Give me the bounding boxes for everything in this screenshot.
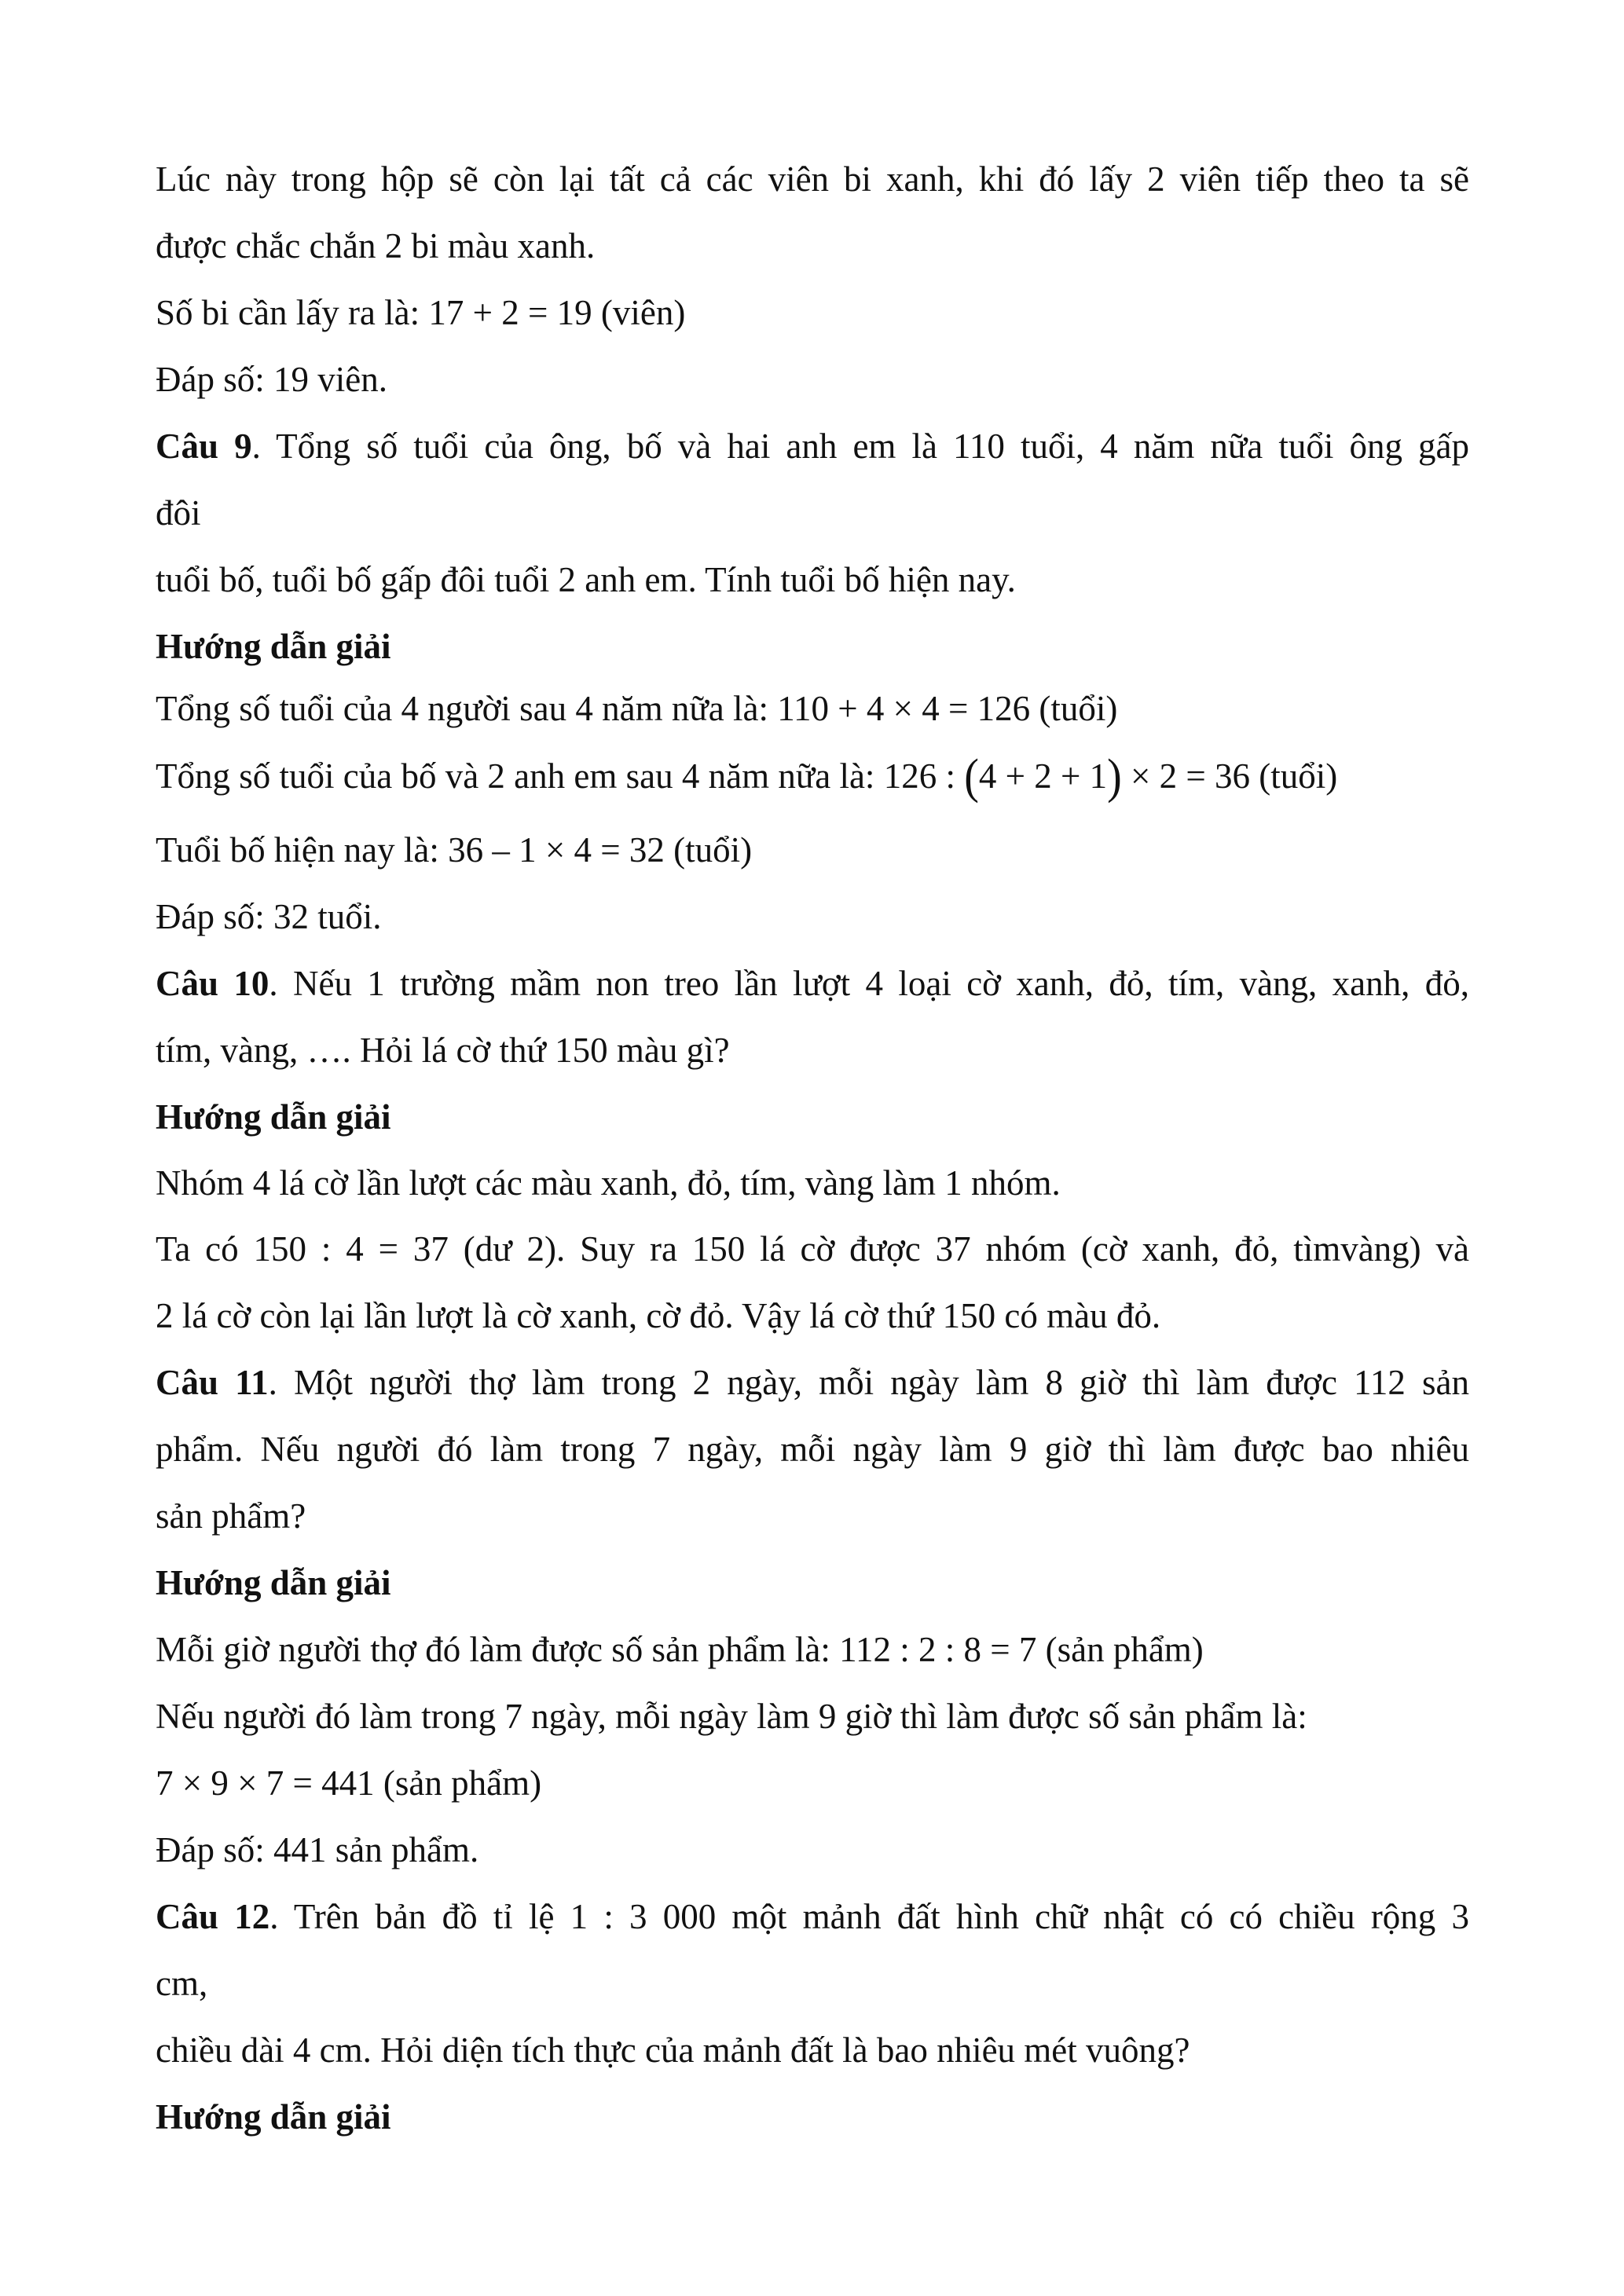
solution-heading: Hướng dẫn giải — [156, 1563, 391, 1602]
formula-line — [156, 749, 1338, 804]
solution-heading: Hướng dẫn giải — [156, 2097, 391, 2137]
text-line: tuổi bố, tuổi bố gấp đôi tuổi 2 anh em. Tính tuổi bố hiện nay. — [156, 560, 1016, 599]
question-label: Câu 11 — [156, 1363, 269, 1402]
text-line: Nếu người đó làm trong 7 ngày, mỗi ngày làm 9 giờ thì làm được số sản phẩm là: — [156, 1697, 1307, 1736]
text-line: tím, vàng, …. Hỏi lá cờ thứ 150 màu gì? — [156, 1031, 730, 1070]
formula-text: Tổng số tuổi của bố và 2 anh em sau 4 năm nữa là: — [156, 756, 884, 796]
answer-line: Đáp số: 19 viên. — [156, 360, 387, 399]
text-line: chiều dài 4 cm. Hỏi diện tích thực của mảnh đất là bao nhiêu mét vuông? — [156, 2031, 1190, 2070]
question-label: Câu 12 — [156, 1897, 270, 1936]
math-part: 126 : — [883, 756, 965, 796]
text-line: cm, — [156, 1964, 208, 2003]
question-9 — [156, 429, 1469, 464]
paren-close: ) — [1107, 749, 1122, 804]
text-line: 2 lá cờ còn lại lần lượt là cờ xanh, cờ đỏ. Vậy lá cờ thứ 150 có màu đỏ. — [156, 1296, 1161, 1335]
formula-unit: (tuổi) — [1250, 756, 1338, 796]
question-label: Câu 9 — [156, 427, 252, 466]
math-part: × 2 = 36 — [1121, 756, 1251, 796]
question-10 — [156, 966, 1469, 1002]
text-line: Ta có 150 : 4 = 37 (dư 2). Suy ra 150 lá cờ được 37 nhóm (cờ xanh, đỏ, tìmvàng) và — [156, 1229, 1469, 1269]
question-text: . Nếu 1 trường mầm non treo lần lượt 4 loại cờ xanh, đỏ, tím, vàng, xanh, đỏ, — [269, 964, 1469, 1003]
answer-line: Đáp số: 441 sản phẩm. — [156, 1830, 479, 1869]
question-label: Câu 10 — [156, 964, 269, 1003]
text-line: đôi — [156, 493, 201, 533]
text-line: sản phẩm? — [156, 1496, 306, 1536]
question-11 — [156, 1365, 1469, 1401]
text-line: Lúc này trong hộp sẽ còn lại tất cả các viên bi xanh, khi đó lấy 2 viên tiếp theo ta sẽ — [156, 159, 1469, 199]
solution-heading: Hướng dẫn giải — [156, 627, 391, 666]
math-part: 4 + 2 + 1 — [978, 756, 1108, 796]
text-line: Nhóm 4 lá cờ lần lượt các màu xanh, đỏ, tím, vàng làm 1 nhóm. — [156, 1163, 1061, 1203]
text-line: Tuổi bố hiện nay là: 36 – 1 × 4 = 32 (tuổi) — [156, 830, 753, 870]
text-line: Tổng số tuổi của 4 người sau 4 năm nữa là: 110 + 4 × 4 = 126 (tuổi) — [156, 689, 1118, 728]
paren-open: ( — [964, 749, 979, 804]
text-line: phẩm. Nếu người đó làm trong 7 ngày, mỗi ngày làm 9 giờ thì làm được bao nhiêu — [156, 1430, 1469, 1469]
question-12 — [156, 1899, 1469, 1935]
question-text: . Một người thợ làm trong 2 ngày, mỗi ngày làm 8 giờ thì làm được 112 sản — [268, 1363, 1469, 1402]
text-line: Mỗi giờ người thợ đó làm được số sản phẩm là: 112 : 2 : 8 = 7 (sản phẩm) — [156, 1630, 1204, 1669]
solution-heading: Hướng dẫn giải — [156, 1097, 391, 1137]
text-line: được chắc chắn 2 bi màu xanh. — [156, 226, 596, 265]
text-line: 7 × 9 × 7 = 441 (sản phẩm) — [156, 1763, 542, 1803]
answer-line: Đáp số: 32 tuổi. — [156, 897, 382, 936]
math-expression — [883, 749, 1251, 804]
question-text: . Trên bản đồ tỉ lệ 1 : 3 000 một mảnh đất hình chữ nhật có có chiều rộng 3 — [269, 1897, 1469, 1936]
text-line: Số bi cần lấy ra là: 17 + 2 = 19 (viên) — [156, 293, 686, 332]
question-text: . Tổng số tuổi của ông, bố và hai anh em là 110 tuổi, 4 năm nữa tuổi ông gấp — [251, 427, 1469, 466]
